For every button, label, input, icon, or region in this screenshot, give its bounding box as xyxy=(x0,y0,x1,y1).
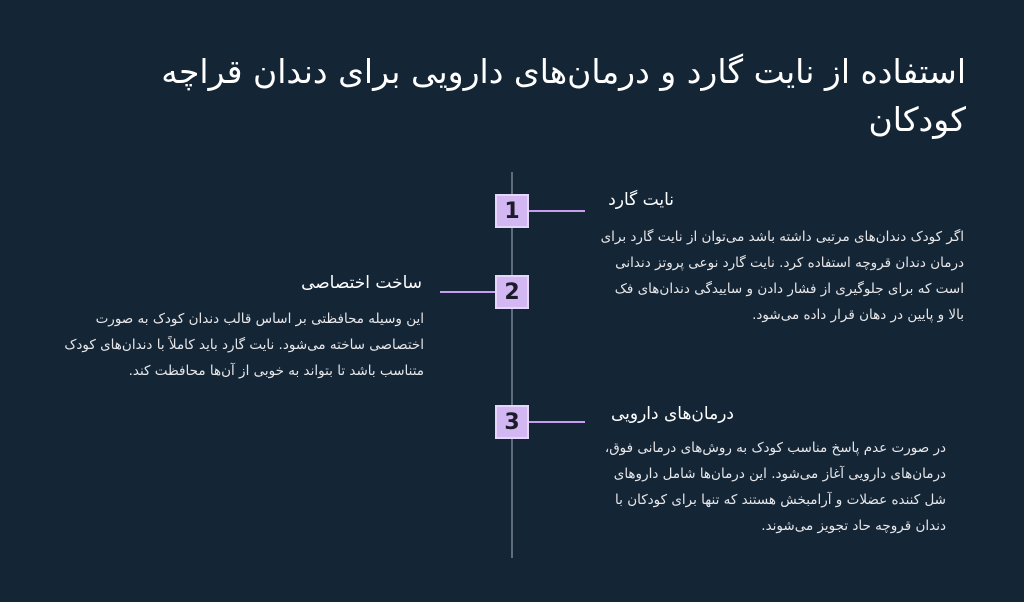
step-3-heading: درمان‌های دارویی xyxy=(610,404,734,424)
step-3-description: در صورت عدم پاسخ مناسب کودک به روش‌های درمانی فوق، درمان‌های دارویی آغاز می‌شود. این درمان‌ها شامل داروهای شل کننده عضلات و آرامبخش هستند که تنها برای کودکان با دندان قروچه حاد تجویز می‌شوند. xyxy=(604,440,946,534)
step-1-heading: نایت گارد xyxy=(608,190,674,210)
step-1-connector xyxy=(529,210,585,212)
step-2-number-badge: 2 xyxy=(495,275,529,309)
step-1-description: اگر کودک دندان‌های مرتبی داشته باشد می‌توان از نایت گارد برای درمان دندان قروچه استفاده کرد. نایت گارد نوعی پروتز دندانی است که برای جلوگیری از فشار دادن و ساییدگی دندان‌های فک بالا و پایین در دهان قرار داده می‌شود. xyxy=(600,229,964,323)
timeline-line xyxy=(511,172,513,558)
step-2-connector xyxy=(440,291,495,293)
page-title: استفاده از نایت گارد و درمان‌های دارویی برای دندان قراچه کودکان xyxy=(161,52,966,139)
step-2-description: این وسیله محافظتی بر اساس قالب دندان کودک به صورت اختصاصی ساخته می‌شود. نایت گارد باید کاملاً با دندان‌های کودک متناسب باشد تا بتواند به خوبی از آن‌ها محافظت کند. xyxy=(64,311,424,379)
step-1-number-badge: 1 xyxy=(495,194,529,228)
step-3-number-badge: 3 xyxy=(495,405,529,439)
step-2-heading: ساخت اختصاصی xyxy=(301,273,422,293)
